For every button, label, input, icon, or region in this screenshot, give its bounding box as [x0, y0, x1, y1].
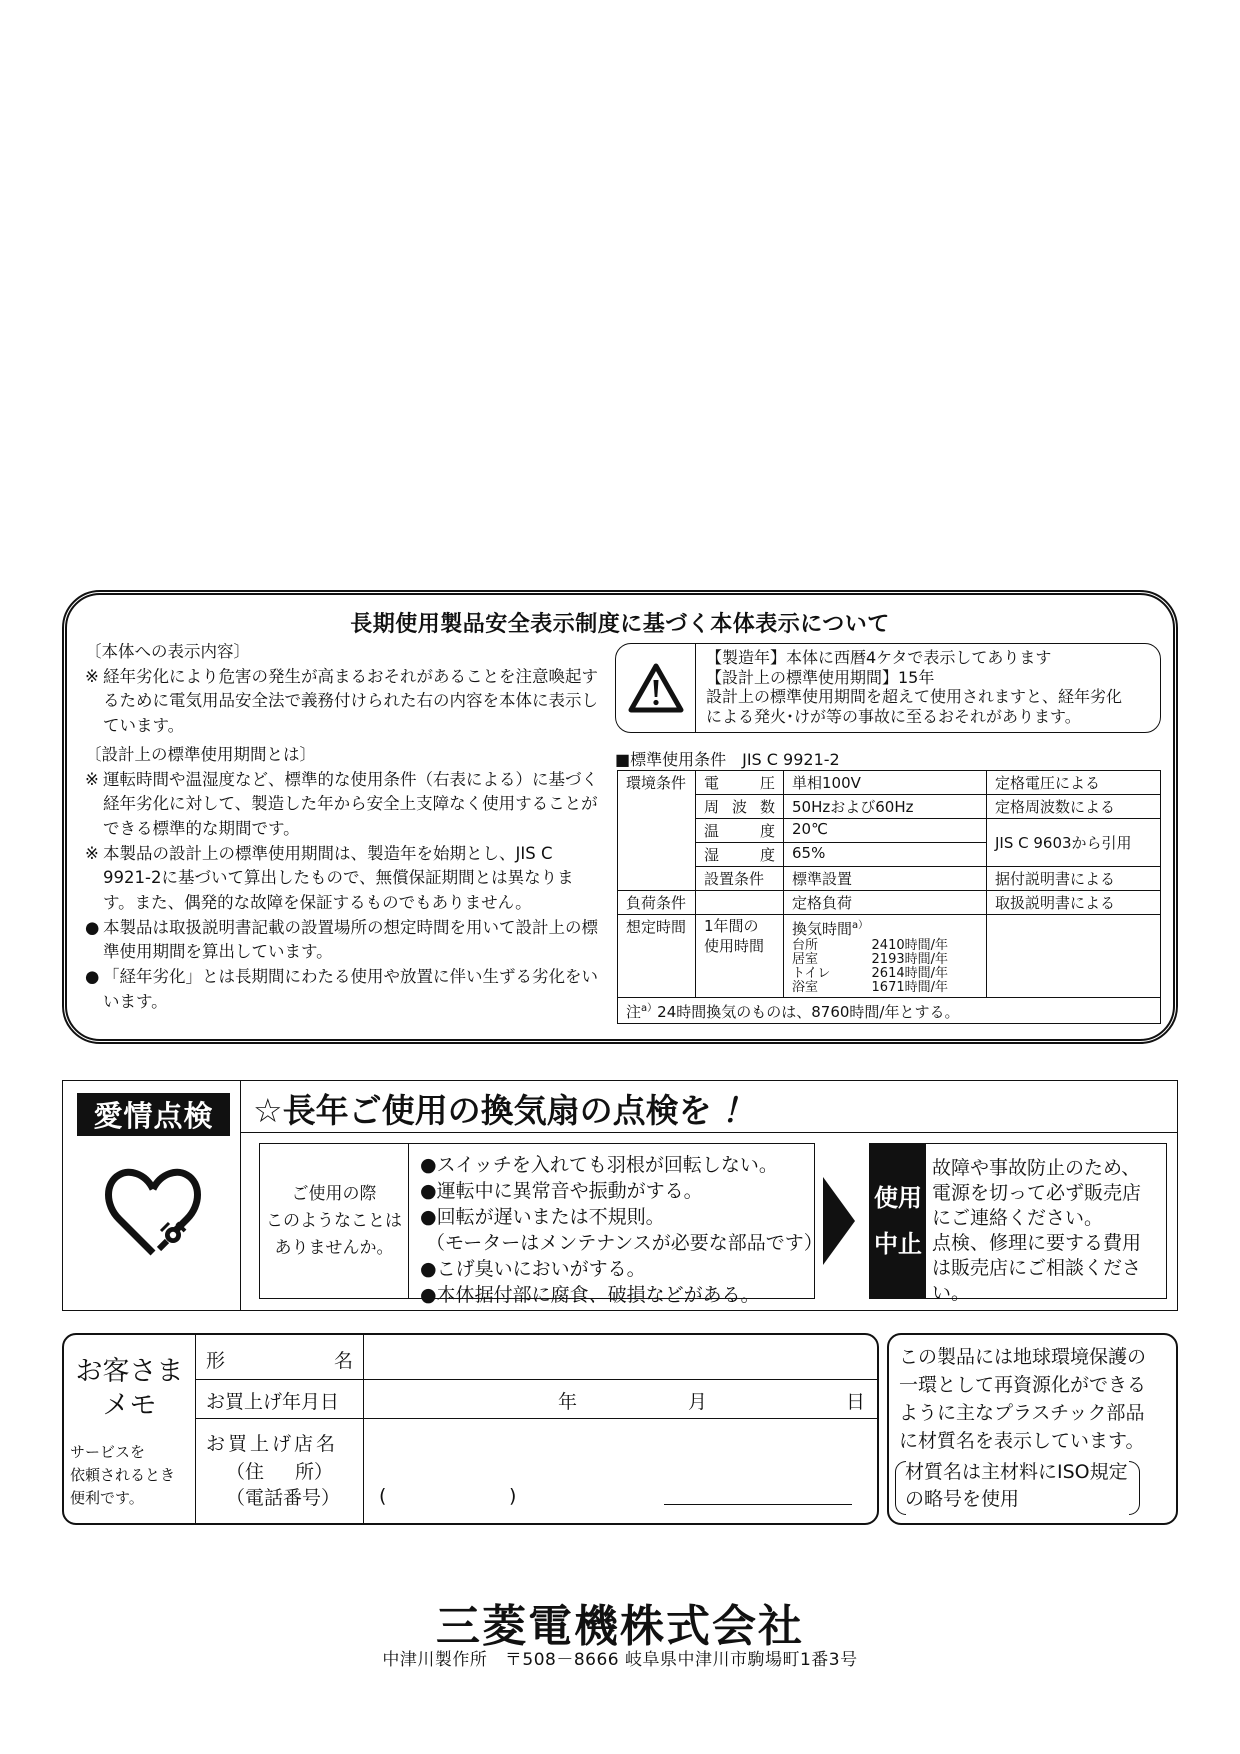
explanation-item: ※ 経年劣化により危害の発生が高まるおそれがあることを注意喚起するために電気用品安全法で義務付けられた右の内容を本体に表示しています。: [85, 666, 598, 736]
table-row: 周 波 数 50Hzおよび60Hz 定格周波数による: [618, 795, 1161, 819]
star-icon: ☆: [253, 1091, 283, 1130]
year-label: 年: [558, 1391, 578, 1413]
table-row: 温 度 20℃ JIS C 9603から引用: [618, 819, 1161, 843]
explanation-item: ※ 本製品の設計上の標準使用期間は、製造年を始期とし、JIS C 9921-2に基づいて算出したもので、無償保証期間とは異なります。また、偶発的な故障を保証するものでもありません。: [85, 843, 574, 913]
model-name-label: 形 名: [206, 1350, 353, 1372]
stop-use-badge: 使用 中止: [870, 1144, 926, 1298]
material-note: 材質名は主材料にISO規定 の略号を使用: [895, 1459, 1138, 1513]
warning-text: 【製造年】本体に西暦4ケタで表示してあります 【設計上の標準使用期間】15年 設計上の標準使用期間を超えて使用されますと、経年劣化 による発火･けが等の事故に至るおそれがあります。: [706, 648, 1123, 726]
warning-triangle-icon: [628, 663, 684, 713]
list-item: ●運転中に異常音や振動がする。: [420, 1180, 703, 1202]
phone-label: （電話番号）: [226, 1487, 341, 1509]
list-item: ●本体据付部に腐食、破損などがある。: [420, 1284, 760, 1306]
standard-conditions-heading: ■標準使用条件 JIS C 9921-2: [615, 750, 840, 769]
arrow-right-icon: [823, 1177, 855, 1265]
day-label: 日: [846, 1391, 866, 1413]
phone-area-code-field[interactable]: [394, 1481, 504, 1509]
heading-design-period: 〔設計上の標準使用期間とは〕: [85, 744, 316, 764]
table-row: 想定時間 1年間の 使用時間 換気時間$^{a)}$ 台所 2410時間/年 居室 2193時間/年 トイレ 2614時間/年 浴室 1671時間/年: [618, 915, 1161, 998]
heart-plug-icon: [101, 1161, 205, 1261]
list-item: ●回転が遅いまたは不規則。: [420, 1206, 665, 1228]
list-item: （モーターはメンテナンスが必要な部品です）: [426, 1232, 823, 1254]
standard-conditions-table: [617, 770, 1161, 1024]
store-name-label: お買上げ店名: [206, 1433, 339, 1455]
explanation-item: ● 本製品は取扱説明書記載の設置場所の想定時間を用いて設計上の標準使用期間を算出しています。: [85, 917, 598, 962]
phone-area-close: ): [509, 1485, 517, 1507]
table-row: 環境条件 電 圧 単相100V 定格電圧による: [618, 771, 1161, 795]
checklist-question: ご使用の際 このようなことは ありませんか。: [260, 1144, 409, 1298]
memo-note: サービスを 依頼されるとき 便利です。: [70, 1443, 176, 1507]
heading-display-content: 〔本体への表示内容〕: [85, 642, 250, 661]
table-row: 湿 度 65%: [618, 843, 1161, 867]
inspection-badge: 愛情点検: [77, 1093, 230, 1136]
stop-use-instructions: 故障や事故防止のため、 電源を切って必ず販売店 にご連絡ください。 点検、修理に要する費用 は販売店にご相談くださ い。: [932, 1157, 1142, 1304]
store-address-field[interactable]: [364, 1419, 877, 1483]
list-item: ●スイッチを入れても羽根が回転しない。: [420, 1154, 778, 1176]
purchase-date-field[interactable]: [364, 1380, 877, 1418]
inspection-title: ☆長年ご使用の換気扇の点検を ！: [253, 1091, 755, 1130]
stop-use-box: [869, 1143, 1167, 1304]
month-label: 月: [688, 1391, 708, 1413]
memo-title: お客さま メモ: [75, 1356, 184, 1421]
customer-memo: [62, 1333, 879, 1525]
symptom-checklist: [259, 1143, 823, 1306]
product-warning-label: [615, 643, 1161, 733]
explanation-item: ● 「経年劣化」とは長期間にわたる使用や放置に伴い生ずる劣化をいいます。: [85, 967, 598, 1011]
table-row: 負荷条件 定格負荷 取扱説明書による: [618, 891, 1161, 915]
phone-number-field[interactable]: [664, 1504, 852, 1505]
list-item: ●こげ臭いにおいがする。: [420, 1258, 646, 1280]
safety-explanation: [85, 640, 605, 1015]
inspection-section: [62, 1080, 1178, 1311]
company-name: 三菱電機株式会社: [436, 1601, 804, 1652]
company-address: 中津川製作所 〒508－8666 岐阜県中津川市駒場町1番3号: [382, 1650, 858, 1670]
table-row: [618, 998, 1161, 1024]
recycle-text: この製品には地球環境保護の 一環として再資源化ができる ように主なプラスチック部品 に材質名を表示しています。: [899, 1346, 1147, 1452]
phone-area-open: (: [379, 1485, 387, 1507]
recycle-notice: [887, 1333, 1178, 1525]
address-label: （住 所）: [226, 1461, 333, 1483]
long-term-safety-section: [62, 590, 1178, 1044]
section-title: 長期使用製品安全表示制度に基づく本体表示について: [350, 612, 890, 637]
table-row: 設置条件 標準設置 据付説明書による: [618, 867, 1161, 891]
model-name-field[interactable]: [364, 1335, 877, 1379]
table-footnote: 注$^{a)}$24時間換気のものは、8760時間/年とする。: [618, 998, 1161, 1024]
explanation-item: ※ 運転時間や温湿度など、標準的な使用条件（右表による）に基づく経年劣化に対して、製造した年から安全上支障なく使用することができる標準的な期間です。: [85, 769, 598, 838]
purchase-date-label: お買上げ年月日: [206, 1391, 340, 1413]
symptom-list: [420, 1152, 823, 1308]
ventilation-hours-list: 台所 2410時間/年 居室 2193時間/年 トイレ 2614時間/年 浴室 1671時間/年: [792, 938, 948, 995]
